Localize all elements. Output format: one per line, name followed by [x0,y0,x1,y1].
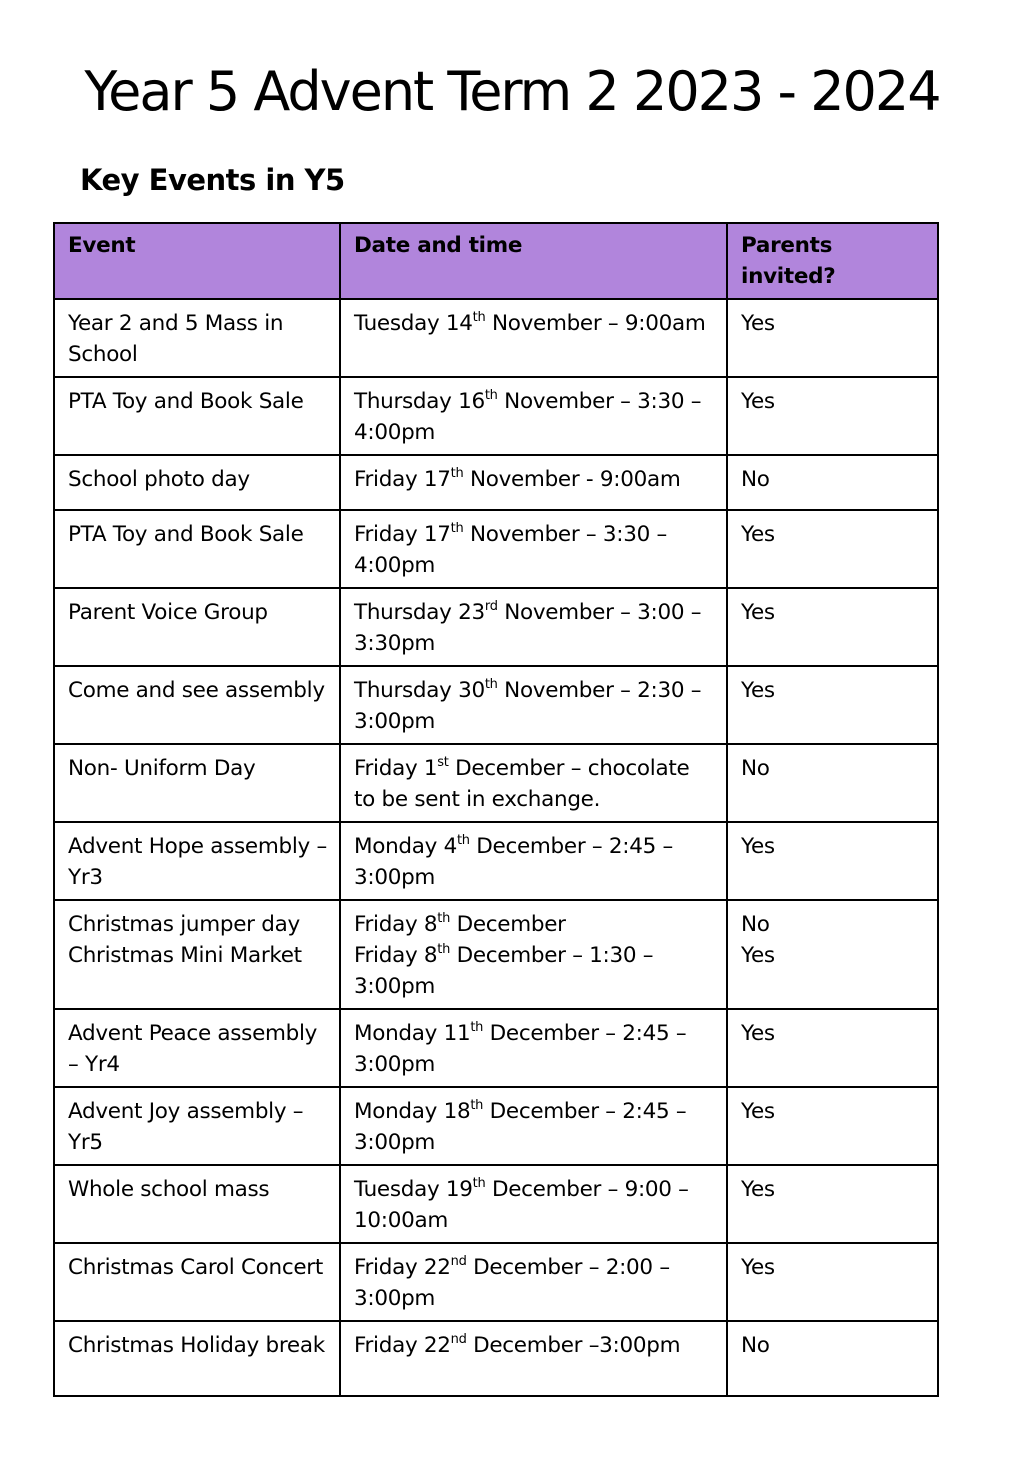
table-header-row [54,223,938,299]
date-cell: Monday 18th December – 2:45 – 3:00pm [340,1087,727,1165]
date-cell: Thursday 16th November – 3:30 – 4:00pm [340,377,727,455]
event-line: Christmas Mini Market [68,943,302,968]
invited-cell: No [727,744,938,822]
date-cell: Thursday 23rd November – 3:00 – 3:30pm [340,588,727,666]
date-cell: Friday 22nd December – 2:00 – 3:00pm [340,1243,727,1321]
date-cell: Friday 22nd December –3:00pm [340,1321,727,1396]
page-title: Year 5 Advent Term 2 2023 - 2024 [84,60,940,123]
event-cell: Non- Uniform Day [54,744,340,822]
date-cell: Tuesday 19th December – 9:00 – 10:00am [340,1165,727,1243]
invited-cell: No [727,1321,938,1396]
table-row [54,666,938,744]
event-cell: Christmas Holiday break [54,1321,340,1396]
event-cell [54,900,340,1009]
date-cell: Tuesday 14th November – 9:00am [340,299,727,377]
invited-cell: Yes [727,510,938,588]
invited-cell: Yes [727,1165,938,1243]
event-cell: Advent Hope assembly – Yr3 [54,822,340,900]
invited-cell: Yes [727,1243,938,1321]
date-cell: Friday 17th November – 3:30 – 4:00pm [340,510,727,588]
date-cell: Monday 4th December – 2:45 – 3:00pm [340,822,727,900]
invited-cell: Yes [727,666,938,744]
date-cell: Thursday 30th November – 2:30 – 3:00pm [340,666,727,744]
column-header-event: Event [54,223,340,299]
table-row [54,1243,938,1321]
event-cell: PTA Toy and Book Sale [54,377,340,455]
event-cell: Advent Joy assembly – Yr5 [54,1087,340,1165]
event-cell: Parent Voice Group [54,588,340,666]
date-cell: Monday 11th December – 2:45 – 3:00pm [340,1009,727,1087]
table-row [54,1165,938,1243]
events-table [53,222,939,1397]
table-row [54,588,938,666]
date-line: Friday 8th December – 1:30 – 3:00pm [354,942,654,999]
table-row [54,299,938,377]
event-cell: Whole school mass [54,1165,340,1243]
event-cell: School photo day [54,455,340,510]
table-row [54,744,938,822]
date-cell: Friday 1st December – chocolate to be sent in exchange. [340,744,727,822]
section-subtitle: Key Events in Y5 [80,163,345,197]
date-line: Friday 8th December [354,911,566,937]
table-row [54,1009,938,1087]
column-header-date-time: Date and time [340,223,727,299]
event-line: Christmas jumper day [68,912,300,937]
event-cell: Year 2 and 5 Mass in School [54,299,340,377]
date-cell [340,900,727,1009]
invited-cell: Yes [727,588,938,666]
invited-cell: Yes [727,1087,938,1165]
table-row [54,1087,938,1165]
event-cell: Come and see assembly [54,666,340,744]
event-cell: Christmas Carol Concert [54,1243,340,1321]
event-cell: PTA Toy and Book Sale [54,510,340,588]
column-header-parents-invited: Parents invited? [727,223,938,299]
table-row [54,510,938,588]
invited-cell: Yes [727,299,938,377]
event-cell: Advent Peace assembly – Yr4 [54,1009,340,1087]
table-row [54,455,938,510]
invited-cell: No [727,455,938,510]
table-row [54,377,938,455]
table-row [54,900,938,1009]
invited-cell [727,900,938,1009]
invited-cell: Yes [727,377,938,455]
invited-line: No [741,912,770,937]
invited-line: Yes [741,943,775,968]
invited-cell: Yes [727,822,938,900]
date-cell: Friday 17th November - 9:00am [340,455,727,510]
table-row [54,822,938,900]
invited-cell: Yes [727,1009,938,1087]
table-row [54,1321,938,1396]
